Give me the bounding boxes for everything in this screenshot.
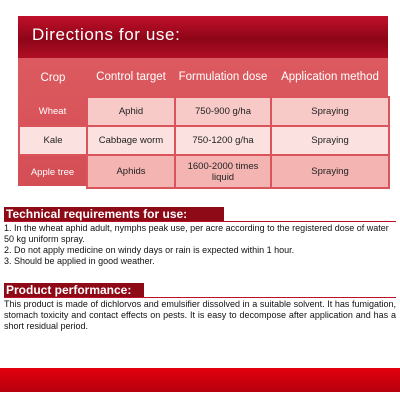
technical-divider xyxy=(4,221,396,222)
crop-cell: Wheat xyxy=(38,105,67,117)
target-cell: Aphids xyxy=(87,155,175,188)
table-row xyxy=(19,97,389,126)
technical-line: 1. In the wheat aphid adult, nymphs peak use, per acre according to the registered dose of water 50 kg uniform spray. xyxy=(4,223,389,244)
dose-cell: 750-900 g/ha xyxy=(175,97,271,126)
dose-cell: 750-1200 g/ha xyxy=(175,126,271,155)
table-row xyxy=(19,155,389,188)
target-cell: Aphid xyxy=(87,97,175,126)
table-header-row xyxy=(19,58,389,97)
performance-title: Product performance: xyxy=(6,283,132,297)
table-row xyxy=(19,126,389,155)
method-cell: Spraying xyxy=(271,155,389,188)
directions-table-panel xyxy=(18,58,388,186)
column-header: Crop xyxy=(40,71,66,84)
directions-title: Directions for use: xyxy=(32,25,181,44)
column-header: Formulation dose xyxy=(178,71,268,83)
performance-divider xyxy=(4,297,396,298)
technical-line: 3. Should be applied in good weather. xyxy=(4,256,155,266)
target-cell: Cabbage worm xyxy=(87,126,175,155)
dose-cell: 1600-2000 times liquid xyxy=(175,155,271,188)
column-header: Control target xyxy=(96,71,166,83)
method-cell: Spraying xyxy=(271,97,389,126)
crop-cell: Kale xyxy=(19,126,87,155)
performance-body: This product is made of dichlorvos and emulsifier dissolved in a suitable solvent. It has fumigation, stomach toxicity and contact effects on pests. It is easy to decompose after application and has a short residual period. xyxy=(4,299,396,331)
technical-heading xyxy=(4,207,224,222)
directions-table xyxy=(18,58,390,189)
column-header: Application method xyxy=(281,71,379,83)
technical-body xyxy=(4,223,396,267)
technical-title: Technical requirements for use: xyxy=(6,207,188,221)
performance-heading xyxy=(4,283,144,298)
directions-banner xyxy=(18,16,388,58)
crop-cell: Apple tree xyxy=(30,166,75,178)
footer-bar xyxy=(0,368,400,392)
method-cell: Spraying xyxy=(271,126,389,155)
technical-line: 2. Do not apply medicine on windy days or rain is expected within 1 hour. xyxy=(4,245,295,255)
